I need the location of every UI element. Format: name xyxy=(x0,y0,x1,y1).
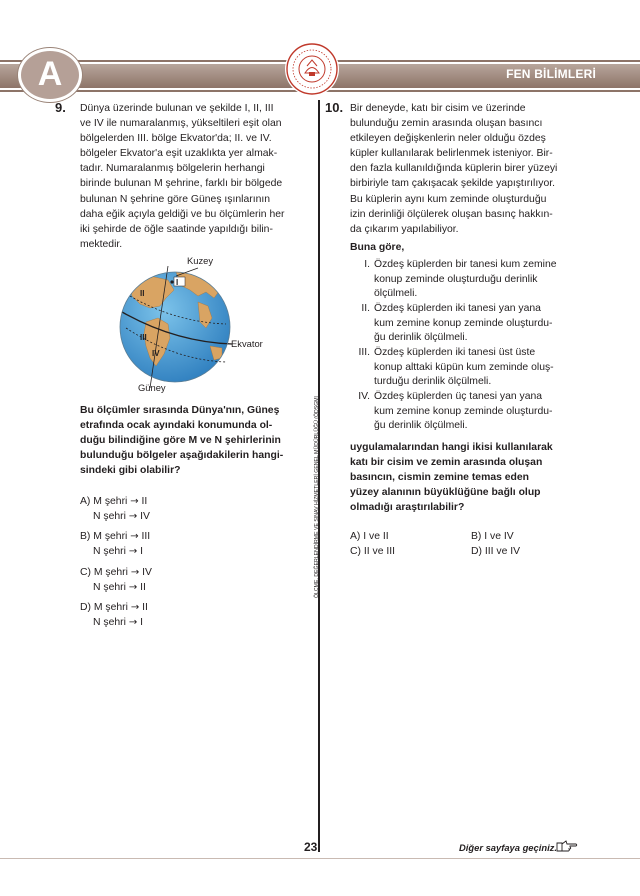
q10-stem-line: basıncın, cismin zemine temas eden xyxy=(350,472,530,484)
q9-option-b[interactable] xyxy=(80,529,150,559)
q10-stem-line: yüzey alanının büyüklüğüne bağlı olup xyxy=(350,487,541,499)
q9-line: daha eğik açıyla geldiği ve bu ölçümlerin her xyxy=(80,208,285,220)
option-letter: B) xyxy=(471,531,482,542)
q9-line: birinde bulunan M şehrine, farklı bir bölgede xyxy=(80,178,283,190)
item-number: I. xyxy=(364,259,370,270)
item-line: ğu derinlik ölçülmeli. xyxy=(374,332,468,343)
question-9-text xyxy=(80,101,308,252)
item-number: III. xyxy=(358,347,370,358)
option-text: I ve IV xyxy=(484,531,514,542)
item-line: konup alttaki küpün kum zeminde oluş- xyxy=(374,361,554,373)
option-letter: D) xyxy=(471,546,482,557)
q9-line: ve IV ile numaralanmış, yükseltileri eşit olan xyxy=(80,118,282,130)
item-line: kum zemine konup zeminde oluşturdu- xyxy=(374,317,553,329)
n-city-label: N şehri xyxy=(93,546,126,557)
q9-option-a[interactable] xyxy=(80,494,150,524)
option-text: III ve IV xyxy=(484,546,521,557)
n-city-label: N şehri xyxy=(93,617,126,628)
arrow-icon: → xyxy=(130,496,139,507)
q9-stem-line: bulunduğu bölgeler aşağıdakilerin hangi- xyxy=(80,450,284,462)
region-III-label: III xyxy=(140,333,147,342)
option-letter: A) xyxy=(350,531,361,542)
question-9-number: 9. xyxy=(55,100,66,115)
q10-stem-line: olmadığı araştırılabilir? xyxy=(350,502,465,514)
region-IV-label: IV xyxy=(152,349,160,358)
q10-line: küpler kullanılarak belirlenmek isteniyor. Bir- xyxy=(350,148,553,160)
globe-figure xyxy=(110,262,240,392)
q10-stem-line: uygulamalarından hangi ikisi kullanılarak xyxy=(350,442,553,453)
q10-line: Bir deneyde, katı bir cisim ve üzerinde xyxy=(350,103,526,114)
item-line: kum zemine konup zeminde oluşturdu- xyxy=(374,405,553,417)
globe-equator-label: Ekvator xyxy=(231,338,263,349)
item-number: IV. xyxy=(358,391,370,402)
m-city-label: M şehri xyxy=(93,496,128,507)
question-10-text xyxy=(350,101,590,237)
option-text: II ve III xyxy=(363,546,396,557)
ministry-seal-logo xyxy=(285,42,339,96)
q10-option-a[interactable] xyxy=(350,529,389,544)
item-line: ölçülmeli. xyxy=(374,288,418,299)
q9-option-c[interactable] xyxy=(80,565,152,595)
item-line: ğu derinlik ölçülmeli. xyxy=(374,420,468,431)
globe-north-label: Kuzey xyxy=(187,255,214,266)
q10-item-4 xyxy=(350,390,590,434)
n-region: IV xyxy=(140,511,150,522)
n-region: I xyxy=(140,617,143,628)
m-region: II xyxy=(141,496,148,507)
item-line: Özdeş küplerden iki tanesi üst üste xyxy=(374,347,536,358)
q9-line: bölgelerden III. bölge Ekvator'da; II. ve IV. xyxy=(80,133,272,145)
q10-stem-line: katı bir cisim ve zemin arasında oluşan xyxy=(350,457,543,469)
m-city-label: M şehri xyxy=(93,602,128,613)
m-region: II xyxy=(142,602,148,613)
q10-line: den fazla kullanıldığında küplerin birer yüzeyi xyxy=(350,163,558,175)
q10-option-b[interactable] xyxy=(471,529,514,544)
region-II-label: II xyxy=(140,289,145,298)
q9-stem-line: sindeki gibi olabilir? xyxy=(80,465,181,477)
option-letter: C) xyxy=(80,567,91,578)
option-letter: B) xyxy=(80,531,91,542)
q10-item-3 xyxy=(350,346,590,390)
q10-item-1 xyxy=(350,258,590,302)
arrow-icon: → xyxy=(130,602,140,613)
arrow-icon: → xyxy=(128,546,138,557)
question-10-stem xyxy=(350,440,590,515)
q10-lead: Buna göre, xyxy=(350,242,405,253)
arrow-icon: → xyxy=(130,531,139,542)
option-text: I ve II xyxy=(363,531,389,542)
q10-item-2 xyxy=(350,302,590,346)
arrow-icon: → xyxy=(128,511,138,522)
q10-line: bulunduğu zemin arasında oluşan basıncı xyxy=(350,118,543,130)
m-region: III xyxy=(141,531,151,542)
q10-line: izin derinliği ölçülerek oluşan basınç hakkın- xyxy=(350,208,553,220)
ministry-side-text: ÖLÇME, DEĞERLENDİRME VE SINAV HİZMETLERİ GENEL MÜDÜRLÜĞÜ (ÖDSGM) xyxy=(314,395,320,598)
booklet-type-badge xyxy=(18,48,82,102)
n-region: I xyxy=(140,546,143,557)
q9-line: mektedir. xyxy=(80,238,123,250)
item-line: Özdeş küplerden üç tanesi yan yana xyxy=(374,391,543,402)
item-line: konup zeminde oluşturduğu derinlik xyxy=(374,273,538,285)
q10-line: birbiriyle tam çakışacak şekilde yapıştırılıyor. xyxy=(350,178,555,190)
footer-rule xyxy=(0,858,640,859)
q9-option-d[interactable] xyxy=(80,600,148,630)
q9-stem-line: duğu bilindiğine göre M ve N şehirlerinin xyxy=(80,435,281,447)
option-letter: C) xyxy=(350,546,361,557)
m-city-label: M şehri xyxy=(93,567,128,578)
n-city-label: N şehri xyxy=(93,582,126,593)
pointing-hand-icon xyxy=(556,839,578,858)
q10-line: Bu küplerin aynı kum zeminde oluşturduğu xyxy=(350,193,547,205)
north-pointer xyxy=(172,265,202,277)
arrow-icon: → xyxy=(128,582,138,593)
item-line: turduğu derinlik ölçülmeli. xyxy=(374,376,492,387)
n-region: II xyxy=(140,582,146,593)
q10-line: da çıkarım yapılabiliyor. xyxy=(350,223,459,235)
q9-line: bulunan N şehrine göre Güneş ışınlarının xyxy=(80,193,271,205)
question-9-stem xyxy=(80,403,308,478)
q10-option-d[interactable] xyxy=(471,544,520,559)
option-letter: D) xyxy=(80,602,91,613)
next-page-note: Diğer sayfaya geçiniz. xyxy=(459,842,557,853)
q10-line: etkileyen değişkenlerin neler olduğu özdeş xyxy=(350,133,546,145)
m-region: IV xyxy=(142,567,152,578)
arrow-icon: → xyxy=(130,567,140,578)
q10-option-c[interactable] xyxy=(350,544,395,559)
arrow-icon: → xyxy=(128,617,138,628)
item-number: II. xyxy=(361,303,370,314)
question-10-number: 10. xyxy=(325,100,344,115)
booklet-letter: A xyxy=(37,55,63,93)
q9-line: tadır. Numaralanmış bölgelerin herhangi xyxy=(80,163,265,175)
globe-south-label: Güney xyxy=(138,382,166,393)
q9-line: iki şehirde de öğle saatinde yapıldığı bilin- xyxy=(80,223,273,235)
region-I-label: I xyxy=(176,278,179,287)
page-number: 23 xyxy=(304,840,318,854)
q9-stem-line: etrafında ocak ayındaki konumunda ol- xyxy=(80,420,273,432)
q9-line: Dünya üzerinde bulunan ve şekilde I, II, III xyxy=(80,103,274,114)
q9-stem-line: Bu ölçümler sırasında Dünya'nın, Güneş xyxy=(80,405,280,416)
q9-line: bölgeler Ekvator'a eşit uzaklıkta yer almak- xyxy=(80,148,278,160)
option-letter: A) xyxy=(80,496,91,507)
subject-title: FEN BİLİMLERİ xyxy=(506,67,596,81)
n-city-label: N şehri xyxy=(93,511,126,522)
item-line: Özdeş küplerden iki tanesi yan yana xyxy=(374,303,541,314)
m-city-label: M şehri xyxy=(93,531,128,542)
item-line: Özdeş küplerden bir tanesi kum zemine xyxy=(374,259,557,270)
